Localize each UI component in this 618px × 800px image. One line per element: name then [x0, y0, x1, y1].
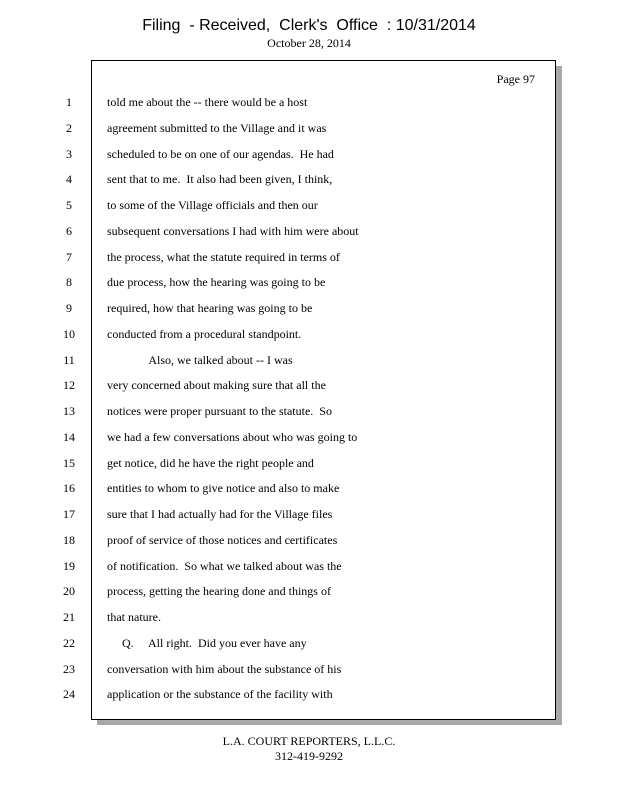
line-number: 13	[63, 404, 75, 418]
line-number: 11	[63, 353, 75, 367]
line-number: 8	[66, 275, 72, 289]
line-number: 7	[66, 250, 72, 264]
transcript-line: sure that I had actually had for the Village files	[107, 507, 333, 521]
transcript-line: agreement submitted to the Village and it was	[107, 121, 327, 135]
line-number: 4	[66, 172, 72, 186]
transcript-line: very concerned about making sure that all the	[107, 378, 326, 392]
line-number: 1	[66, 95, 72, 109]
line-number: 12	[63, 378, 75, 392]
transcript-line: told me about the -- there would be a host	[107, 95, 308, 109]
line-number: 21	[63, 610, 75, 624]
transcript-line: notices were proper pursuant to the statute. So	[107, 404, 332, 418]
transcript-line: sent that to me. It also had been given, I think,	[107, 172, 333, 186]
court-reporter-firm: L.A. COURT REPORTERS, L.L.C.	[222, 734, 396, 748]
court-reporter-phone: 312-419-9292	[275, 749, 343, 763]
transcript-line: due process, how the hearing was going to be	[107, 275, 326, 289]
transcript-line: we had a few conversations about who was going to	[107, 430, 358, 444]
transcript-line: subsequent conversations I had with him were about	[107, 224, 359, 238]
line-number: 24	[63, 687, 75, 701]
line-number: 18	[63, 533, 75, 547]
line-number: 23	[63, 662, 75, 676]
transcript-line: get notice, did he have the right people and	[107, 456, 314, 470]
transcript-line: to some of the Village officials and then our	[107, 198, 318, 212]
line-number: 15	[63, 456, 75, 470]
line-number: 5	[66, 198, 72, 212]
transcript-line: conducted from a procedural standpoint.	[107, 327, 302, 341]
transcript-line: process, getting the hearing done and things of	[107, 584, 331, 598]
transcript-line: the process, what the statute required in terms of	[107, 250, 340, 264]
line-number: 16	[63, 481, 75, 495]
transcript-line: application or the substance of the facility with	[107, 687, 333, 701]
transcript-line: entities to whom to give notice and also to make	[107, 481, 340, 495]
filing-stamp: Filing - Received, Clerk's Office : 10/31/2014	[142, 17, 476, 34]
transcript-line: Also, we talked about -- I was	[107, 353, 293, 367]
line-number: 2	[66, 121, 72, 135]
transcript-line: Q. All right. Did you ever have any	[107, 636, 307, 650]
transcript-line: conversation with him about the substance of his	[107, 662, 342, 676]
line-number: 20	[63, 584, 75, 598]
line-number: 6	[66, 224, 72, 238]
transcript-line: that nature.	[107, 610, 161, 624]
page-number: Page 97	[496, 72, 535, 86]
line-number: 17	[63, 507, 75, 521]
hearing-date: October 28, 2014	[267, 36, 351, 50]
line-number: 3	[66, 147, 72, 161]
transcript-line: proof of service of those notices and certificates	[107, 533, 338, 547]
line-number: 10	[63, 327, 75, 341]
line-number: 19	[63, 559, 75, 573]
line-number: 9	[66, 301, 72, 315]
transcript-line: required, how that hearing was going to be	[107, 301, 313, 315]
transcript-line: scheduled to be on one of our agendas. He had	[107, 147, 334, 161]
line-number: 22	[63, 636, 75, 650]
transcript-line: of notification. So what we talked about was the	[107, 559, 342, 573]
line-number: 14	[63, 430, 75, 444]
